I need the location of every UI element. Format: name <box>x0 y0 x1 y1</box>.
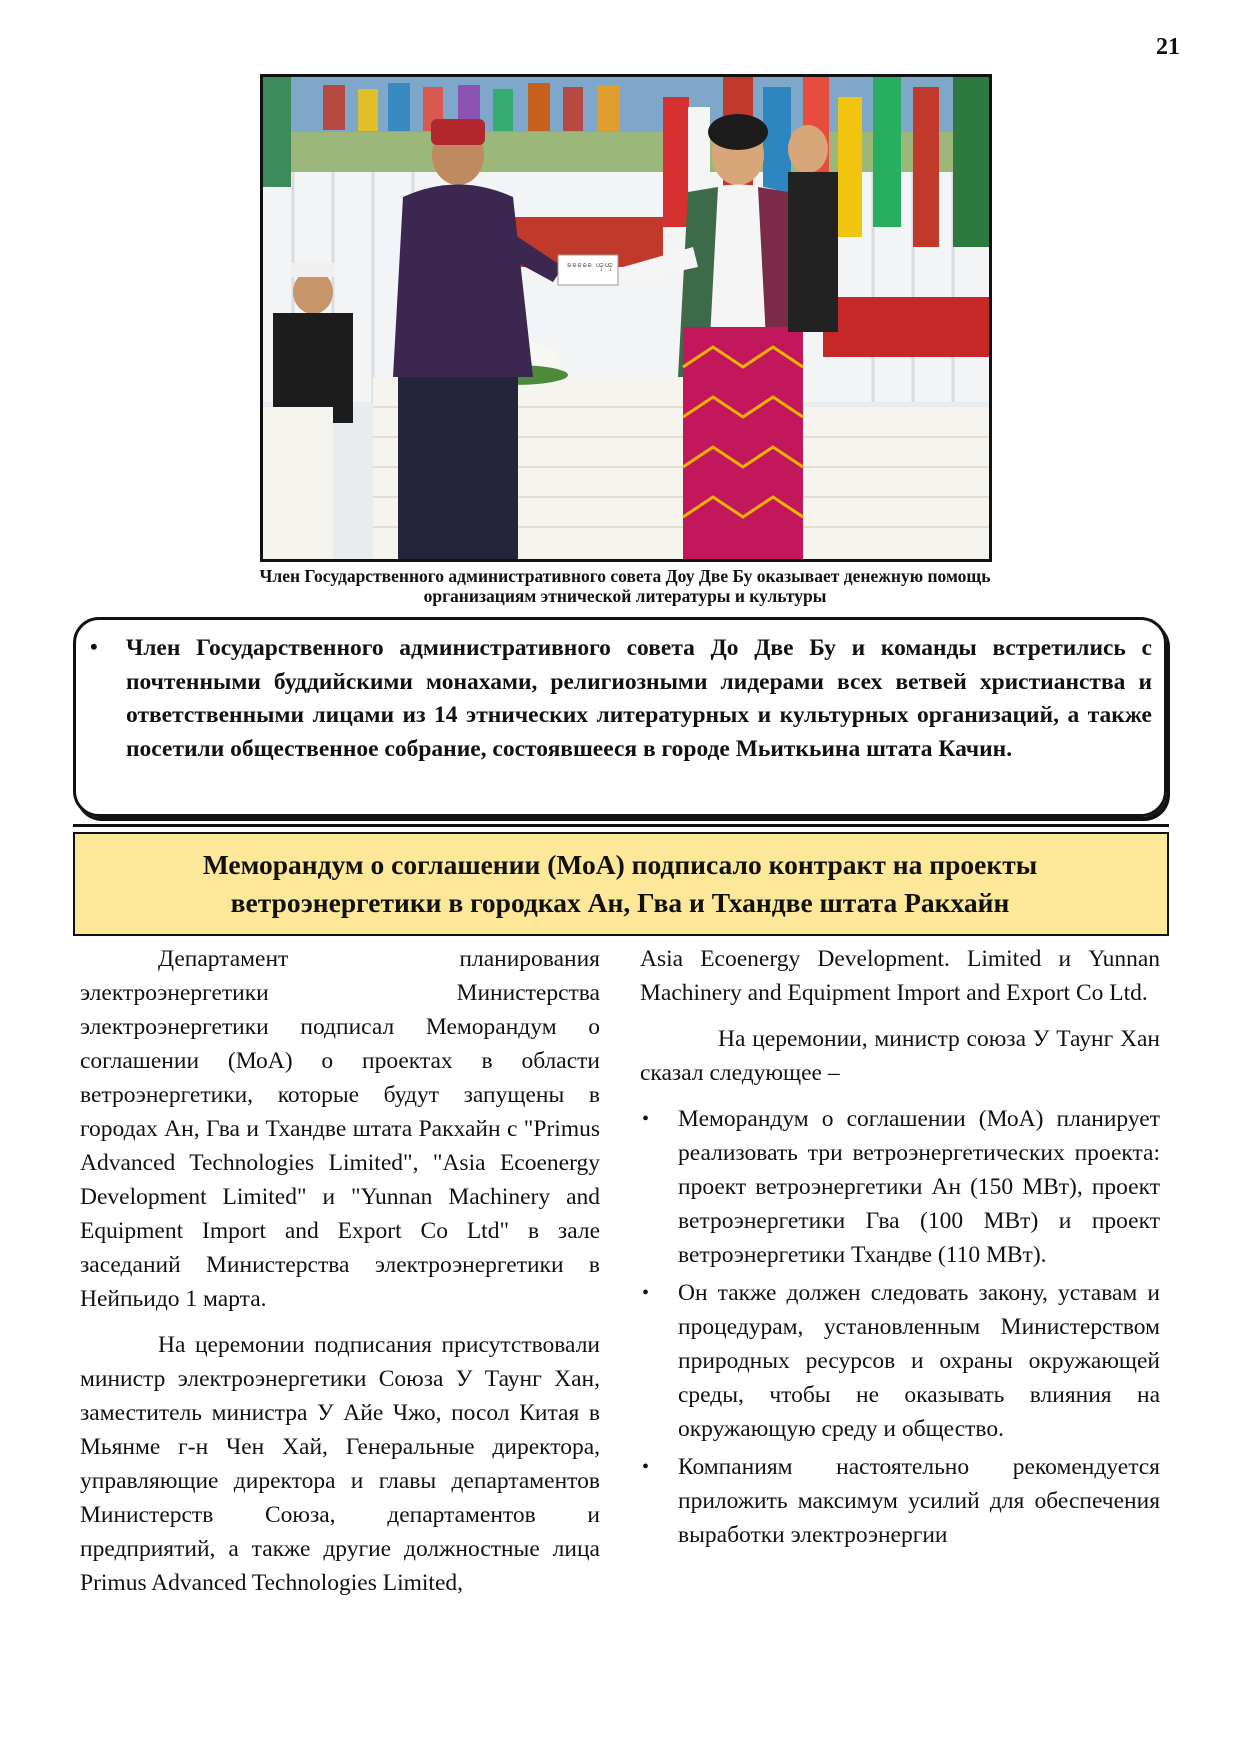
ceremony-photo-illustration <box>263 77 989 559</box>
bullet-mark: • <box>642 1108 650 1130</box>
article-title-line-2: ветроэнергетики в городках Ан, Гва и Тхандве штата Ракхайн <box>230 887 1010 918</box>
article-title <box>100 846 1140 922</box>
ceremony-photo <box>260 74 992 562</box>
article-column-right <box>640 942 1160 1556</box>
summary-text: Член Государственного административного совета До Две Бу и команды встретились с почтенными буддийскими монахами, религиозными лидерами всех ветвей христианства и ответственными лицами из 14 этнических литературных и культурных организаций, а также посетили общественное собрание, состоявшееся в городе Мьиткьина штата Качин. <box>126 635 1152 762</box>
page-number: 21 <box>1156 34 1180 60</box>
summary-bullet: • <box>90 634 98 659</box>
caption-line-1: Член Государственного административного совета Доу Две Бу оказывает денежную помощь <box>259 566 991 586</box>
list-item-text: Меморандум о соглашении (МоА) планирует реализовать три ветроэнергетических проекта: проект ветроэнергетики Ан (150 МВт), проект ветроэнергетики Гва (100 МВт) и проект ветроэнергетики Тхандве (110 МВт). <box>678 1106 1160 1268</box>
bullet-mark: • <box>642 1282 650 1304</box>
article-continuation: Asia Ecoenergy Development. Limited и Yunnan Machinery and Equipment Import and Export Co Ltd. <box>640 946 1160 1006</box>
article-column-left <box>80 942 600 1612</box>
list-item <box>640 1102 1160 1272</box>
article-paragraph: Департамент планирования электроэнергетики Министерства электроэнергетики подписал Меморандум о соглашении (МоА) о проектах в области ветроэнергетики, которые будут запущены в городах Ан, Гва и Тхандве штата Ракхайн с "Primus Advanced Technologies Limited", "Asia Ecoenergy Development Limited" и "Yunnan Machinery and Equipment Import and Export Co Ltd" в зале заседаний Министерства электроэнергетики в Нейпьидо 1 марта. <box>80 946 600 1312</box>
article-paragraph: На церемонии, министр союза У Таунг Хан сказал следующее – <box>640 1026 1160 1086</box>
section-divider <box>73 824 1169 827</box>
list-item-text: Компаниям настоятельно рекомендуется приложить максимум усилий для обеспечения выработки электроэнергии <box>678 1454 1160 1548</box>
list-item <box>640 1276 1160 1446</box>
article-title-line-1: Меморандум о соглашении (МоА) подписало контракт на проекты <box>202 849 1038 880</box>
bullet-mark: • <box>642 1456 650 1478</box>
article-bullet-list <box>640 1102 1160 1552</box>
list-item <box>640 1450 1160 1552</box>
photo-caption <box>150 566 1100 606</box>
photo-envelope-text: ၶၶၶၶၶ ၾၾ <box>566 260 614 270</box>
article-paragraph: На церемонии подписания присутствовали министр электроэнергетики Союза У Таунг Хан, заместитель министра У Айе Чжо, посол Китая в Мьянме г-н Чен Хай, Генеральные директора, управляющие директора и главы департаментов Министерств Союза, департаментов и предприятий, а также другие должностные лица Primus Advanced Technologies Limited, <box>80 1332 600 1596</box>
list-item-text: Он также должен следовать закону, уставам и процедурам, установленным Министерством природных ресурсов и охраны окружающей среды, чтобы не оказывать влияния на окружающую среду и общество. <box>678 1280 1160 1442</box>
caption-line-2: организациям этнической литературы и культуры <box>423 586 827 606</box>
